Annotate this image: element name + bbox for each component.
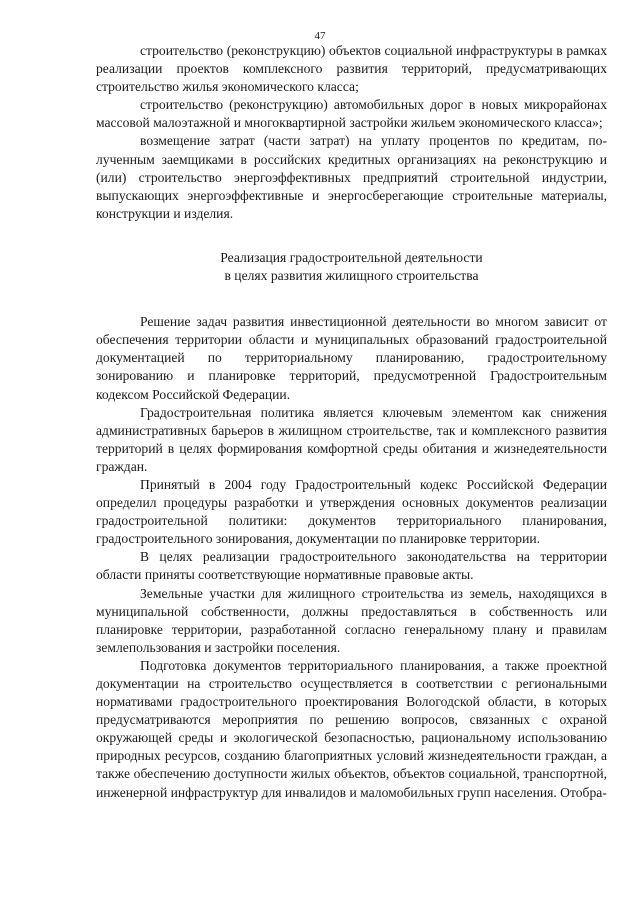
page-number: 47 xyxy=(314,30,326,42)
paragraph-land-plots: Земельные участки для жилищного строительства из земель, находящихся в муниципальной собственности, должны предоставляться в собственность или планировке территории, разработанной согласно генеральному плану и правилам землепользования и застройки поселения. xyxy=(96,585,607,655)
section-heading-line-1: Реализация градостроительной деятельности xyxy=(220,249,483,265)
paragraph-planning-documents: Подготовка документов территориального планирования, а также проектной документации на строительство осуществляется в соответствии с региональными нормативами градостроительного проектирования Вологодской области, в которых предусматриваются мероприятия по решению вопросов, связанных с охраной окружающей среды и экологической безопасностью, рациональному использованию природных ресурсов, созданию благоприятных условий жизнедеятельности граждан, а также обеспечению доступности жилых объектов, объектов социальной, транспортной, инженерной инфраструктур для инвалидов и маломобильных групп населения. Отобра- xyxy=(96,657,607,800)
paragraph-urban-policy: Градостроительная политика является ключевым элементом как снижения административных барьеров в жилищном строительстве, так и комплексного развития территорий в целях формирования комфортной среды обитания и жизнедеятельности граждан. xyxy=(96,404,607,474)
paragraph-legal-acts: В целях реализации градостроительного законодательства на территории области приняты соответствующие нормативные правовые акты. xyxy=(96,549,607,583)
paragraph-social-infrastructure: строительство (реконструкцию) объектов социальной инфраструктуры в рамках реализации проектов комплексного развития территорий, предусматривающих строительство жилья экономического класса; xyxy=(96,43,607,95)
paragraph-investment-tasks: Решение задач развития инвестиционной деятельности во многом зависит от обеспечения территории области и муниципальных образований градостроительной документацией по территориальному планированию, градостроительному зонированию и планировке территорий, предусмотренной Градостроительным кодексом Российской Федерации. xyxy=(96,314,607,402)
section-heading-line-2: в целях развития жилищного строительства xyxy=(224,268,479,284)
paragraph-roads: строительство (реконструкцию) автомобильных дорог в новых микрорайонах массовой малоэтажной и многоквартирной застройки жильем экономического класса»; xyxy=(96,97,607,131)
paragraph-code-2004: Принятый в 2004 году Градостроительный кодекс Российской Федерации определил процедуры разработки и утверждения основных документов реализации градостроительной политики: документов территориального планирования, градостроительного зонирования, документации по планировке территории. xyxy=(96,476,607,547)
paragraph-interest-compensation: возмещение затрат (части затрат) на уплату процентов по кредитам, полученным заемщиками в российских кредитных организациях на реконструкцию и (или) строительство энергоэффективных предприятий строительной индустрии, выпускающих энергоэффективные и энергосберегающие строительные материалы, конструкции и изделия. xyxy=(96,133,607,221)
section-heading xyxy=(96,249,607,285)
document-body xyxy=(96,42,607,802)
